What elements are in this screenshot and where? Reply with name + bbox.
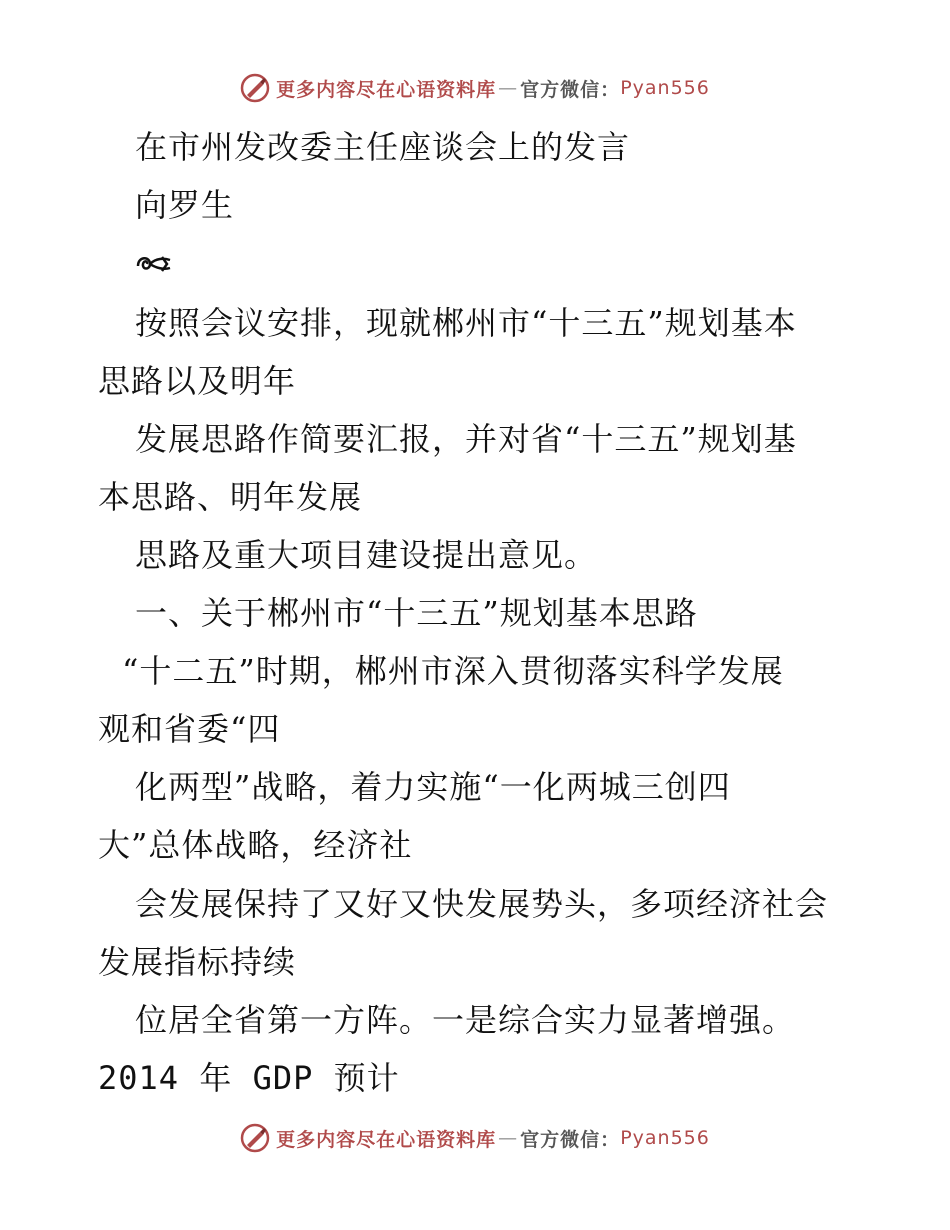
paragraph-line: 发展指标持续 [98,943,297,981]
footer-watermark [0,1118,950,1158]
pen-logo-icon [240,73,270,103]
paragraph-line: “十二五”时期，郴州市深入贯彻落实科学发展 [122,652,784,690]
document-title: 在市州发改委主任座谈会上的发言 [135,128,631,166]
watermark-id: Pyan556 [620,77,710,99]
paragraph-line: 观和省委“四 [98,710,281,748]
fleuron-ornament-icon [134,248,174,278]
watermark-id: Pyan556 [620,1127,710,1149]
paragraph-line: 发展思路作简要汇报，并对省“十三五”规划基 [135,420,797,458]
paragraph-line: 思路及重大项目建设提出意见。 [135,536,598,574]
watermark-label: 官方微信： [520,78,621,101]
paragraph-line: 思路以及明年 [98,362,297,400]
pen-logo-icon [240,1123,270,1153]
watermark-separator: — [498,1127,519,1149]
watermark-text: 更多内容尽在心语资料库 [276,78,497,101]
paragraph-line: 化两型”战略，着力实施“一化两城三创四 [135,768,731,806]
paragraph-line: 位居全省第一方阵。一是综合实力显著增强。 [135,1001,796,1039]
watermark-separator: — [498,77,519,99]
paragraph-line: 按照会议安排，现就郴州市“十三五”规划基本 [135,304,797,342]
watermark-text: 更多内容尽在心语资料库 [276,1128,497,1151]
paragraph-line: 会发展保持了又好又快发展势头，多项经济社会 [135,885,829,923]
header-watermark [0,68,950,108]
watermark-label: 官方微信： [520,1128,621,1151]
paragraph-line: 大”总体战略，经济社 [98,826,413,864]
paragraph-line: 2014 年 GDP 预计 [98,1059,400,1097]
section-heading: 一、关于郴州市“十三五”规划基本思路 [135,594,698,632]
paragraph-line: 本思路、明年发展 [98,478,363,516]
document-author: 向罗生 [135,186,235,224]
